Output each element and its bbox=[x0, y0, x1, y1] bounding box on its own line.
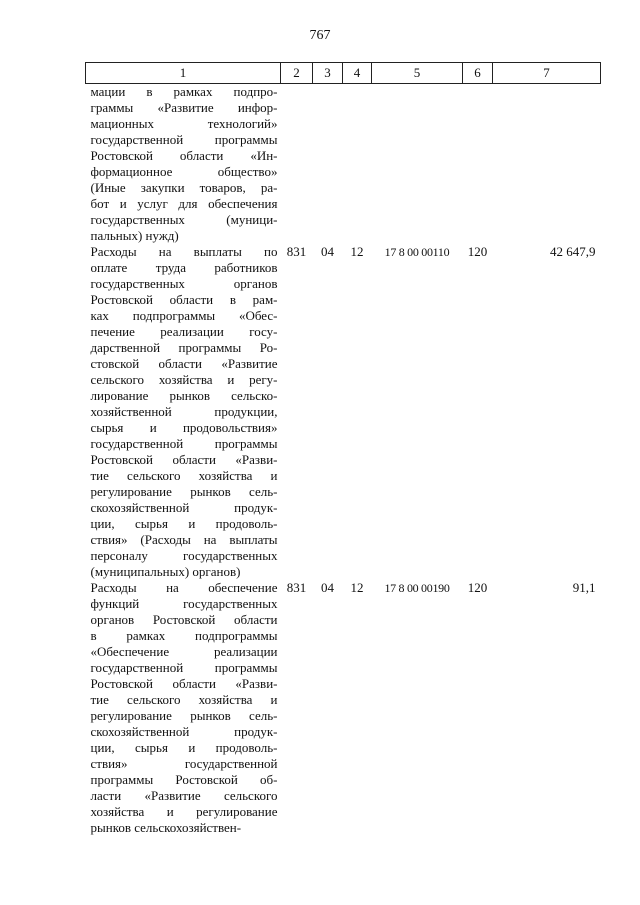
description-line: граммы «Развитие инфор- bbox=[90, 100, 278, 115]
description-line: Ростовской области в рам- bbox=[90, 292, 278, 307]
description-line: оплате труда работников bbox=[90, 260, 278, 275]
description-line: функций государственных bbox=[90, 596, 278, 611]
table-row bbox=[86, 244, 601, 580]
row-section bbox=[313, 84, 343, 245]
description-line: ции, сырья и продоволь- bbox=[90, 740, 278, 755]
header-col-5: 5 bbox=[372, 63, 463, 84]
table-body bbox=[86, 84, 601, 837]
description-line: бот и услуг для обеспечения bbox=[90, 196, 278, 211]
description-line: формационное общество» bbox=[90, 164, 278, 179]
description-line: государственных (муници- bbox=[90, 212, 278, 227]
table-row bbox=[86, 84, 601, 245]
header-col-3: 3 bbox=[313, 63, 343, 84]
budget-table bbox=[85, 62, 601, 836]
description-line: хозяйственной продукции, bbox=[90, 404, 278, 419]
description-line: пальных) нужд) bbox=[90, 228, 179, 243]
row-description bbox=[86, 244, 281, 580]
description-line: в рамках подпрограммы bbox=[90, 628, 278, 643]
header-col-1: 1 bbox=[86, 63, 281, 84]
row-target bbox=[372, 84, 463, 245]
description-line: (Иные закупки товаров, ра- bbox=[90, 180, 278, 195]
row-amount: 91,1 bbox=[572, 580, 596, 595]
description-line: стовской области «Развитие bbox=[90, 356, 278, 371]
description-line: хозяйства и регулирование bbox=[90, 804, 278, 819]
description-line: программы Ростовской об- bbox=[90, 772, 278, 787]
description-line: дарственной программы Ро- bbox=[90, 340, 278, 355]
description-line: ласти «Развитие сельского bbox=[90, 788, 278, 803]
description-line: Расходы на обеспечение bbox=[90, 580, 278, 595]
table-header bbox=[86, 63, 601, 84]
header-col-6: 6 bbox=[463, 63, 493, 84]
row-amount bbox=[493, 84, 601, 245]
description-line: регулирование рынков сель- bbox=[90, 708, 278, 723]
row-section: 04 bbox=[321, 244, 334, 259]
description-line: лирование рынков сельско- bbox=[90, 388, 278, 403]
header-col-2: 2 bbox=[281, 63, 313, 84]
table-row bbox=[86, 580, 601, 836]
header-col-4: 4 bbox=[343, 63, 372, 84]
row-target: 17 8 00 00110 bbox=[384, 245, 450, 259]
row-target: 17 8 00 00190 bbox=[384, 581, 450, 595]
description-line: сельского хозяйства и регу- bbox=[90, 372, 278, 387]
row-description bbox=[86, 580, 281, 836]
description-line: Ростовской области «Разви- bbox=[90, 676, 278, 691]
row-subsection: 12 bbox=[350, 244, 364, 259]
description-line: (муниципальных) органов) bbox=[90, 564, 241, 579]
page-number: 767 bbox=[309, 28, 331, 43]
header-col-7: 7 bbox=[493, 63, 601, 84]
description-line: персоналу государственных bbox=[90, 548, 278, 563]
row-type: 120 bbox=[467, 244, 488, 259]
description-line: тие сельского хозяйства и bbox=[90, 692, 278, 707]
description-line: Расходы на выплаты по bbox=[90, 244, 278, 259]
description-line: мации в рамках подпро- bbox=[90, 84, 278, 99]
row-ministry bbox=[281, 84, 313, 245]
description-line: ствия» (Расходы на выплаты bbox=[90, 532, 278, 547]
description-line: государственных органов bbox=[90, 276, 278, 291]
description-line: тие сельского хозяйства и bbox=[90, 468, 278, 483]
description-line: рынков сельскохозяйствен- bbox=[90, 820, 242, 835]
description-line: органов Ростовской области bbox=[90, 612, 278, 627]
description-line: государственной программы bbox=[90, 660, 278, 675]
description-line: ции, сырья и продоволь- bbox=[90, 516, 278, 531]
row-ministry: 831 bbox=[286, 244, 307, 259]
description-line: государственной программы bbox=[90, 436, 278, 451]
description-line: мационных технологий» bbox=[90, 116, 278, 131]
row-type bbox=[463, 84, 493, 245]
description-line: ках подпрограммы «Обес- bbox=[90, 308, 278, 323]
description-line: «Обеспечение реализации bbox=[90, 644, 278, 659]
row-description bbox=[86, 84, 281, 245]
description-line: сырья и продовольствия» bbox=[90, 420, 278, 435]
description-line: государственной программы bbox=[90, 132, 278, 147]
row-ministry: 831 bbox=[286, 580, 307, 595]
row-subsection bbox=[343, 84, 372, 245]
description-line: печение реализации госу- bbox=[90, 324, 278, 339]
description-line: ствия» государственной bbox=[90, 756, 278, 771]
row-subsection: 12 bbox=[350, 580, 364, 595]
description-line: регулирование рынков сель- bbox=[90, 484, 278, 499]
description-line: скохозяйственной продук- bbox=[90, 500, 278, 515]
header-row bbox=[86, 63, 601, 84]
row-type: 120 bbox=[467, 580, 488, 595]
row-section: 04 bbox=[321, 580, 334, 595]
description-line: скохозяйственной продук- bbox=[90, 724, 278, 739]
row-amount: 42 647,9 bbox=[550, 244, 596, 259]
description-line: Ростовской области «Ин- bbox=[90, 148, 278, 163]
description-line: Ростовской области «Разви- bbox=[90, 452, 278, 467]
